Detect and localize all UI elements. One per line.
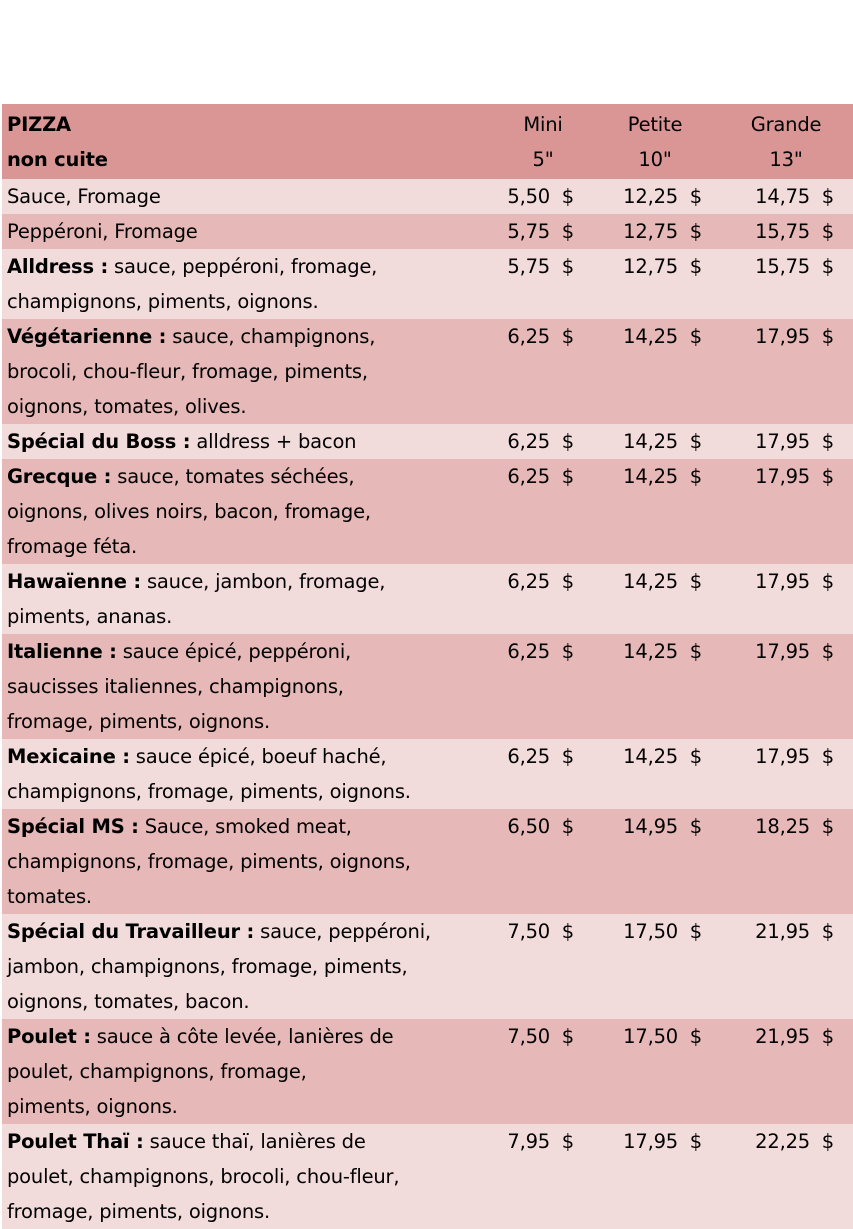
size-name: Petite <box>627 113 683 136</box>
currency-symbol: $ <box>821 920 834 943</box>
price-amount: 5,75 <box>507 255 550 278</box>
item-description-line <box>7 599 490 634</box>
item-description <box>2 739 495 809</box>
item-description-line <box>7 879 490 914</box>
table-row <box>2 249 853 319</box>
price-amount: 14,95 <box>623 815 678 838</box>
price-grande <box>719 319 853 424</box>
price-mini <box>495 424 591 459</box>
price-amount: 6,25 <box>507 570 550 593</box>
item-description-line <box>7 1089 490 1124</box>
currency-symbol: $ <box>561 255 574 278</box>
item-description <box>2 1019 495 1124</box>
price-amount: 17,95 <box>755 640 810 663</box>
price-amount: 14,25 <box>623 745 678 768</box>
price-petite <box>591 424 719 459</box>
table-row <box>2 809 853 914</box>
currency-symbol: $ <box>821 465 834 488</box>
menu-title-line-2: non cuite <box>7 148 108 171</box>
currency-symbol: $ <box>561 920 574 943</box>
item-description <box>2 564 495 634</box>
currency-symbol: $ <box>561 570 574 593</box>
item-description-line <box>7 774 490 809</box>
item-description-line <box>7 1159 490 1194</box>
price-amount: 7,50 <box>507 920 550 943</box>
price-mini <box>495 914 591 1019</box>
price-amount: 12,75 <box>623 255 678 278</box>
table-row <box>2 564 853 634</box>
price-amount: 18,25 <box>755 815 810 838</box>
price-grande <box>719 564 853 634</box>
price-mini <box>495 1019 591 1124</box>
price-amount: 6,25 <box>507 430 550 453</box>
price-grande <box>719 459 853 564</box>
item-description <box>2 634 495 739</box>
item-description-text: sauce thaï, lanières de <box>143 1130 366 1153</box>
price-petite <box>591 1124 719 1229</box>
price-amount: 7,95 <box>507 1130 550 1153</box>
table-row <box>2 1019 853 1124</box>
price-grande <box>719 914 853 1019</box>
price-grande <box>719 634 853 739</box>
price-grande <box>719 739 853 809</box>
price-amount: 17,95 <box>755 465 810 488</box>
item-description-text: champignons, fromage, piments, oignons. <box>7 780 411 803</box>
item-description-line <box>7 844 490 879</box>
price-mini <box>495 634 591 739</box>
price-grande <box>719 179 853 214</box>
currency-symbol: $ <box>689 255 702 278</box>
item-description-text: oignons, tomates, olives. <box>7 395 247 418</box>
item-description-text: oignons, tomates, bacon. <box>7 990 250 1013</box>
item-name: Poulet Thaï : <box>7 1130 144 1153</box>
price-petite <box>591 249 719 319</box>
price-petite <box>591 179 719 214</box>
item-description-line <box>7 634 490 669</box>
price-amount: 6,25 <box>507 640 550 663</box>
currency-symbol: $ <box>561 1025 574 1048</box>
item-description-text: brocoli, chou-fleur, fromage, piments, <box>7 360 368 383</box>
price-petite <box>591 914 719 1019</box>
item-name: Spécial MS : <box>7 815 139 838</box>
item-name: Mexicaine : <box>7 745 130 768</box>
price-amount: 15,75 <box>755 255 810 278</box>
item-description-text: oignons, olives noirs, bacon, fromage, <box>7 500 371 523</box>
item-name: Italienne : <box>7 640 117 663</box>
item-description-text: alldress + bacon <box>190 430 357 453</box>
currency-symbol: $ <box>689 1130 702 1153</box>
currency-symbol: $ <box>821 325 834 348</box>
price-amount: 6,25 <box>507 465 550 488</box>
table-row <box>2 214 853 249</box>
currency-symbol: $ <box>561 640 574 663</box>
item-description-text: sauce à côte levée, lanières de <box>90 1025 394 1048</box>
item-description-line <box>7 214 490 249</box>
item-description-text: sauce, tomates séchées, <box>111 465 355 488</box>
price-amount: 14,25 <box>623 570 678 593</box>
price-petite <box>591 739 719 809</box>
item-description <box>2 424 495 459</box>
item-name: Grecque : <box>7 465 112 488</box>
item-name: Spécial du Travailleur : <box>7 920 255 943</box>
size-inches: 5" <box>532 148 554 171</box>
item-description-text: sauce épicé, peppéroni, <box>116 640 352 663</box>
price-amount: 17,95 <box>623 1130 678 1153</box>
price-mini <box>495 564 591 634</box>
price-amount: 14,25 <box>623 465 678 488</box>
price-amount: 14,25 <box>623 640 678 663</box>
currency-symbol: $ <box>689 640 702 663</box>
currency-symbol: $ <box>821 255 834 278</box>
currency-symbol: $ <box>821 570 834 593</box>
price-grande <box>719 249 853 319</box>
table-header-row <box>2 104 853 179</box>
currency-symbol: $ <box>821 745 834 768</box>
item-description-line <box>7 179 490 214</box>
currency-symbol: $ <box>561 185 574 208</box>
currency-symbol: $ <box>561 815 574 838</box>
price-mini <box>495 319 591 424</box>
table-row <box>2 914 853 1019</box>
price-petite <box>591 214 719 249</box>
item-description <box>2 249 495 319</box>
menu-title-line-1: PIZZA <box>7 113 71 136</box>
price-amount: 12,75 <box>623 220 678 243</box>
price-amount: 17,95 <box>755 325 810 348</box>
currency-symbol: $ <box>561 465 574 488</box>
item-description-text: tomates. <box>7 885 92 908</box>
item-description-line <box>7 704 490 739</box>
currency-symbol: $ <box>689 1025 702 1048</box>
price-amount: 12,25 <box>623 185 678 208</box>
menu-title <box>2 104 495 179</box>
item-description-text: champignons, piments, oignons. <box>7 290 319 313</box>
price-grande <box>719 1019 853 1124</box>
price-grande <box>719 1124 853 1229</box>
item-description-text: Peppéroni, Fromage <box>7 220 198 243</box>
item-description-text: Sauce, smoked meat, <box>138 815 352 838</box>
item-description-line <box>7 354 490 389</box>
item-name: Poulet : <box>7 1025 91 1048</box>
price-amount: 6,25 <box>507 325 550 348</box>
item-description-line <box>7 949 490 984</box>
currency-symbol: $ <box>689 815 702 838</box>
size-inches: 13" <box>769 148 803 171</box>
item-description-text: fromage féta. <box>7 535 137 558</box>
size-name: Mini <box>523 113 563 136</box>
currency-symbol: $ <box>689 745 702 768</box>
price-mini <box>495 739 591 809</box>
table-row <box>2 179 853 214</box>
item-description-line <box>7 1194 490 1229</box>
price-amount: 17,95 <box>755 430 810 453</box>
item-description-text: fromage, piments, oignons. <box>7 1200 270 1223</box>
currency-symbol: $ <box>561 1130 574 1153</box>
table-row <box>2 634 853 739</box>
price-petite <box>591 809 719 914</box>
size-header-mini <box>495 104 591 179</box>
currency-symbol: $ <box>821 640 834 663</box>
price-petite <box>591 1019 719 1124</box>
price-grande <box>719 214 853 249</box>
item-description-line <box>7 1019 490 1054</box>
price-mini <box>495 249 591 319</box>
item-description-text: poulet, champignons, brocoli, chou-fleur, <box>7 1165 400 1188</box>
currency-symbol: $ <box>689 465 702 488</box>
price-amount: 17,95 <box>755 570 810 593</box>
item-description-line <box>7 319 490 354</box>
price-mini <box>495 459 591 564</box>
item-name: Végétarienne : <box>7 325 167 348</box>
item-description-line <box>7 1124 490 1159</box>
currency-symbol: $ <box>821 1130 834 1153</box>
currency-symbol: $ <box>561 220 574 243</box>
price-amount: 5,50 <box>507 185 550 208</box>
item-description-text: fromage, piments, oignons. <box>7 710 270 733</box>
price-mini <box>495 214 591 249</box>
item-description <box>2 319 495 424</box>
item-description-text: sauce, champignons, <box>166 325 376 348</box>
currency-symbol: $ <box>689 325 702 348</box>
item-name: Hawaïenne : <box>7 570 141 593</box>
price-amount: 17,50 <box>623 1025 678 1048</box>
price-petite <box>591 459 719 564</box>
pizza-menu-table <box>2 104 853 1229</box>
currency-symbol: $ <box>689 220 702 243</box>
item-description-text: jambon, champignons, fromage, piments, <box>7 955 408 978</box>
price-amount: 14,25 <box>623 325 678 348</box>
price-amount: 6,50 <box>507 815 550 838</box>
item-description-line <box>7 914 490 949</box>
item-description-line <box>7 809 490 844</box>
price-amount: 5,75 <box>507 220 550 243</box>
price-amount: 14,75 <box>755 185 810 208</box>
item-description-line <box>7 249 490 284</box>
menu-body <box>2 104 853 1229</box>
price-amount: 22,25 <box>755 1130 810 1153</box>
price-petite <box>591 564 719 634</box>
currency-symbol: $ <box>821 815 834 838</box>
item-description-line <box>7 529 490 564</box>
item-name: Spécial du Boss : <box>7 430 191 453</box>
price-petite <box>591 319 719 424</box>
item-description-line <box>7 494 490 529</box>
item-description-line <box>7 669 490 704</box>
item-name: Alldress : <box>7 255 109 278</box>
currency-symbol: $ <box>689 430 702 453</box>
item-description-text: piments, oignons. <box>7 1095 178 1118</box>
item-description <box>2 179 495 214</box>
item-description <box>2 459 495 564</box>
item-description-text: poulet, champignons, fromage, <box>7 1060 307 1083</box>
price-amount: 17,95 <box>755 745 810 768</box>
item-description <box>2 809 495 914</box>
currency-symbol: $ <box>561 430 574 453</box>
item-description-text: Sauce, Fromage <box>7 185 161 208</box>
currency-symbol: $ <box>689 185 702 208</box>
price-amount: 14,25 <box>623 430 678 453</box>
item-description-text: sauce, peppéroni, fromage, <box>108 255 378 278</box>
currency-symbol: $ <box>821 1025 834 1048</box>
table-row <box>2 424 853 459</box>
currency-symbol: $ <box>821 430 834 453</box>
price-amount: 21,95 <box>755 1025 810 1048</box>
price-mini <box>495 809 591 914</box>
price-amount: 21,95 <box>755 920 810 943</box>
price-amount: 17,50 <box>623 920 678 943</box>
item-description <box>2 914 495 1019</box>
item-description-line <box>7 1054 490 1089</box>
currency-symbol: $ <box>561 325 574 348</box>
item-description-line <box>7 984 490 1019</box>
item-description-text: champignons, fromage, piments, oignons, <box>7 850 411 873</box>
size-name: Grande <box>750 113 822 136</box>
price-amount: 7,50 <box>507 1025 550 1048</box>
table-row <box>2 1124 853 1229</box>
price-grande <box>719 424 853 459</box>
item-description-text: sauce épicé, boeuf haché, <box>129 745 387 768</box>
size-inches: 10" <box>638 148 672 171</box>
size-header-grande <box>719 104 853 179</box>
currency-symbol: $ <box>689 570 702 593</box>
table-row <box>2 319 853 424</box>
item-description <box>2 1124 495 1229</box>
item-description-line <box>7 564 490 599</box>
item-description <box>2 214 495 249</box>
currency-symbol: $ <box>821 185 834 208</box>
currency-symbol: $ <box>821 220 834 243</box>
item-description-line <box>7 389 490 424</box>
table-row <box>2 739 853 809</box>
item-description-line <box>7 739 490 774</box>
item-description-text: saucisses italiennes, champignons, <box>7 675 344 698</box>
price-petite <box>591 634 719 739</box>
item-description-text: sauce, peppéroni, <box>254 920 431 943</box>
item-description-line <box>7 284 490 319</box>
item-description-text: sauce, jambon, fromage, <box>140 570 386 593</box>
price-grande <box>719 809 853 914</box>
price-mini <box>495 1124 591 1229</box>
size-header-petite <box>591 104 719 179</box>
item-description-line <box>7 424 490 459</box>
item-description-text: piments, ananas. <box>7 605 173 628</box>
price-amount: 15,75 <box>755 220 810 243</box>
currency-symbol: $ <box>561 745 574 768</box>
price-amount: 6,25 <box>507 745 550 768</box>
item-description-line <box>7 459 490 494</box>
currency-symbol: $ <box>689 920 702 943</box>
table-row <box>2 459 853 564</box>
price-mini <box>495 179 591 214</box>
